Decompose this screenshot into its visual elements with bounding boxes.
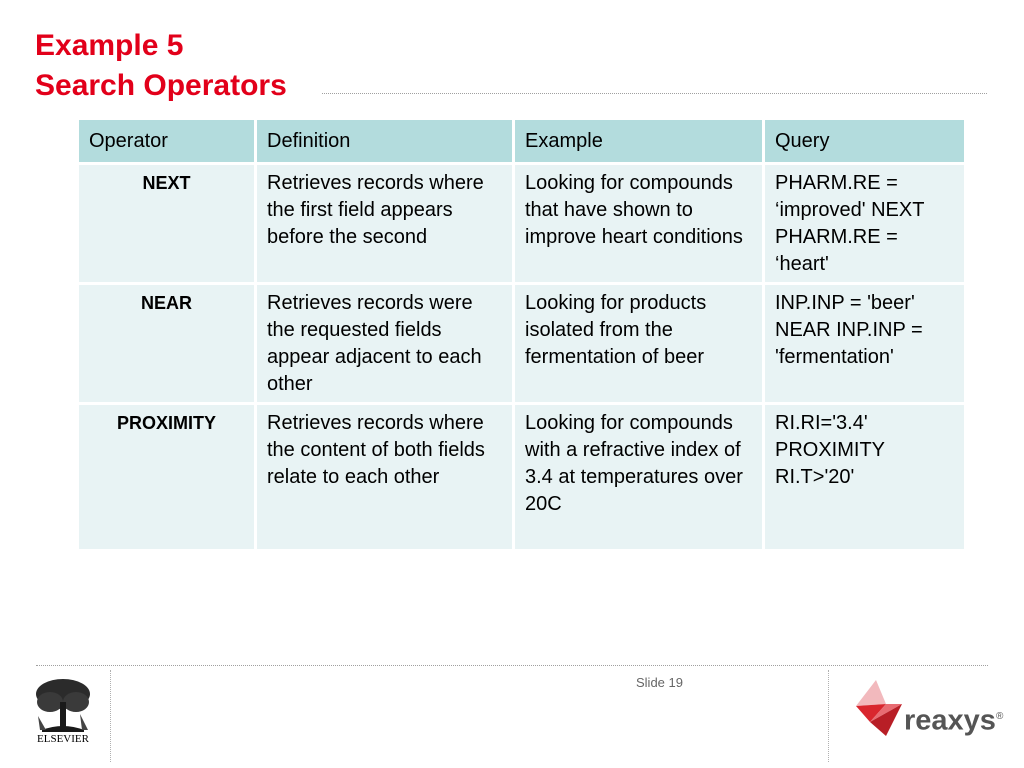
reaxys-wordmark [904,700,1003,738]
header-operator: Operator [78,119,256,164]
elsevier-wordmark: ELSEVIER [37,733,89,745]
footer-separator-left [110,670,111,762]
operator-cell: PROXIMITY [78,404,256,551]
table-row [78,404,966,551]
slide-title [35,26,287,106]
header-definition: Definition [256,119,514,164]
slide-number: Slide 19 [636,675,683,690]
title-divider [322,93,987,94]
query-cell: RI.RI='3.4' PROXIMITY RI.T>'20' [764,404,966,551]
registered-mark: ® [995,711,1004,722]
query-cell: PHARM.RE = ‘improved' NEXT PHARM.RE = ‘heart' [764,164,966,284]
reaxys-name: reaxys [904,704,996,737]
query-cell: INP.INP = 'beer' NEAR INP.INP = 'fermentation' [764,284,966,404]
definition-cell: Retrieves records were the requested fields appear adjacent to each other [256,284,514,404]
definition-cell: Retrieves records where the content of both fields relate to each other [256,404,514,551]
operators-table [76,117,967,552]
example-cell: Looking for compounds with a refractive index of 3.4 at temperatures over 20C [514,404,764,551]
table-row [78,164,966,284]
reaxys-triangle-logo [846,678,906,738]
operator-cell: NEAR [78,284,256,404]
operator-cell: NEXT [78,164,256,284]
table-row [78,284,966,404]
header-example: Example [514,119,764,164]
definition-cell: Retrieves records where the first field appears before the second [256,164,514,284]
table-header-row [78,119,966,164]
example-cell: Looking for compounds that have shown to improve heart conditions [514,164,764,284]
header-query: Query [764,119,966,164]
title-line-2: Search Operators [35,69,287,102]
footer-divider [36,665,988,666]
footer-separator-right [828,670,829,762]
title-line-1: Example 5 [35,29,184,62]
example-cell: Looking for products isolated from the fermentation of beer [514,284,764,404]
